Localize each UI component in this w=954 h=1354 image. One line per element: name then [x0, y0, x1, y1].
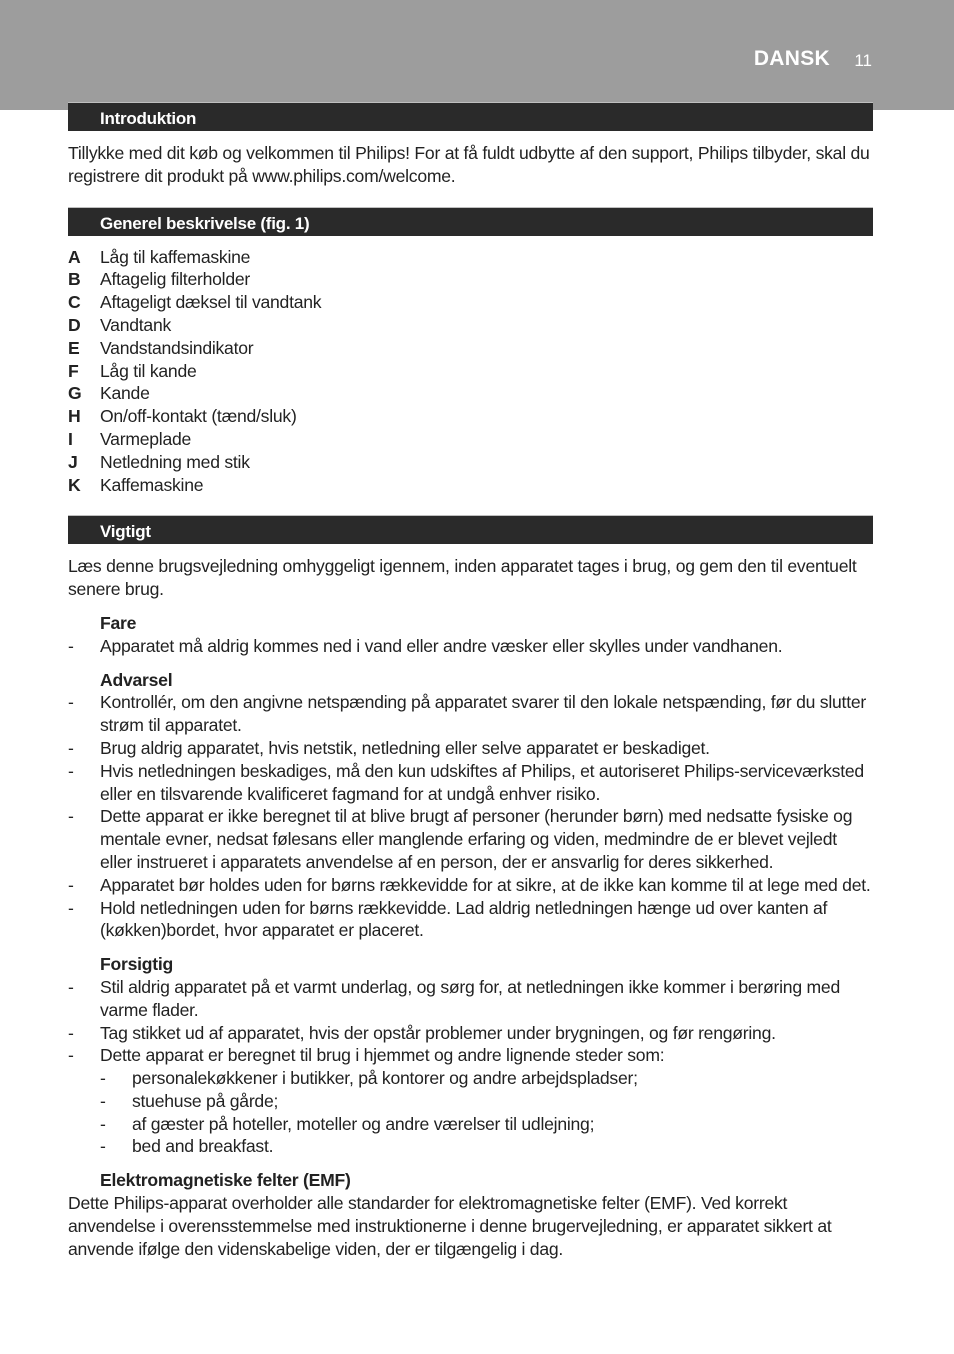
manual-content	[68, 102, 873, 1260]
dash-bullet: -	[68, 976, 74, 997]
part-letter: G	[68, 383, 82, 404]
caution-sublist-item	[68, 1090, 873, 1113]
part-text: Låg til kande	[100, 360, 197, 381]
caution-list-item	[68, 1022, 873, 1045]
part-text: Aftagelig filterholder	[100, 269, 251, 290]
parts-list-item	[68, 451, 873, 474]
warning-list-item	[68, 737, 873, 760]
part-letter: K	[68, 474, 81, 495]
caution-list-item	[68, 1044, 873, 1067]
parts-list-item	[68, 268, 873, 291]
bullet-text: Dette apparat er ikke beregnet til at blive brugt af personer (herunder børn) med nedsatte fysiske og mentale evner, nedsat følesans eller manglende erfaring og viden, medmindre de er blevet vejledt eller instrueret i apparatets anvendelse af en person, der er ansvarlig for deres sikkerhed.	[100, 806, 853, 872]
page-header-band	[0, 0, 954, 110]
dash-bullet: -	[68, 874, 74, 895]
bullet-text: stuehuse på gårde;	[132, 1090, 279, 1111]
dash-bullet: -	[100, 1136, 106, 1157]
parts-list-item	[68, 291, 873, 314]
parts-list-item	[68, 337, 873, 360]
intro-paragraph: Tillykke med dit køb og velkommen til Philips! For at få fuldt udbytte af den support, Philips tilbyder, skal du registrere dit produkt på www.philips.com/welcome.	[68, 143, 870, 186]
bullet-text: Stil aldrig apparatet på et varmt underlag, og sørg for, at netledningen ikke kommer i berøring med varme flader.	[100, 976, 840, 1020]
part-letter: E	[68, 337, 80, 358]
parts-list-item	[68, 360, 873, 383]
emf-paragraph: Dette Philips-apparat overholder alle standarder for elektromagnetiske felter (EMF). Ved korrekt anvendelse i overensstemmelse med instruktionerne i denne brugervejledning, er apparatet sikkert at anvende ifølge den videnskabelige viden, der er tilgængelig i dag.	[68, 1193, 832, 1259]
part-text: On/off-kontakt (tænd/sluk)	[100, 406, 297, 427]
part-text: Varmeplade	[100, 428, 192, 449]
dash-bullet: -	[68, 806, 74, 827]
bullet-text: Apparatet må aldrig kommes ned i vand eller andre væsker eller skylles under vandhanen.	[100, 635, 783, 656]
parts-list-item	[68, 382, 873, 405]
part-letter: I	[68, 428, 73, 449]
part-letter: A	[68, 246, 81, 267]
bullet-text: personalekøkkener i butikker, på kontorer og andre arbejdspladser;	[132, 1068, 638, 1089]
danger-list-item	[68, 635, 873, 658]
dash-bullet: -	[100, 1113, 106, 1134]
parts-list-item	[68, 405, 873, 428]
caution-sublist-item	[68, 1113, 873, 1136]
part-letter: B	[68, 269, 81, 290]
dash-bullet: -	[68, 635, 74, 656]
bullet-text: Brug aldrig apparatet, hvis netstik, netledning eller selve apparatet er beskadiget.	[100, 737, 710, 758]
parts-list-item	[68, 428, 873, 451]
section-heading-general-description: Generel beskrivelse (fig. 1)	[68, 207, 873, 236]
part-text: Kaffemaskine	[100, 474, 204, 495]
part-text: Netledning med stik	[100, 451, 250, 472]
warning-list-item	[68, 760, 873, 806]
bullet-text: Apparatet bør holdes uden for børns rækkevidde for at sikre, at de ikke kan komme til at lege med det.	[100, 874, 871, 895]
important-intro-paragraph: Læs denne brugsvejledning omhyggeligt igennem, inden apparatet tages i brug, og gem den til eventuelt senere brug.	[68, 556, 857, 600]
subheading-caution: Forsigtig	[100, 954, 174, 975]
part-text: Låg til kaffemaskine	[100, 246, 251, 267]
dash-bullet: -	[68, 1045, 74, 1066]
dash-bullet: -	[68, 760, 74, 781]
dash-bullet: -	[68, 1022, 74, 1043]
part-letter: F	[68, 360, 79, 381]
part-text: Aftageligt dæksel til vandtank	[100, 292, 322, 313]
page-number: 11	[854, 51, 872, 70]
dash-bullet: -	[68, 897, 74, 918]
bullet-text: Hvis netledningen beskadiges, må den kun udskiftes af Philips, et autoriseret Philips-serviceværksted eller en tilsvarende kvalificeret fagmand for at undgå enhver risiko.	[100, 760, 864, 804]
part-letter: D	[68, 314, 81, 335]
part-letter: J	[68, 451, 78, 472]
dash-bullet: -	[100, 1068, 106, 1089]
bullet-text: af gæster på hoteller, moteller og andre værelser til udlejning;	[132, 1113, 595, 1134]
part-letter: C	[68, 292, 81, 313]
warning-list-item	[68, 897, 873, 943]
part-text: Kande	[100, 383, 150, 404]
section-heading-introduction: Introduktion	[68, 102, 873, 131]
dash-bullet: -	[100, 1090, 106, 1111]
caution-list-item	[68, 976, 873, 1022]
bullet-text: Tag stikket ud af apparatet, hvis der opstår problemer under brygningen, og før rengøring.	[100, 1022, 776, 1043]
section-heading-important: Vigtigt	[68, 515, 873, 544]
part-text: Vandstandsindikator	[100, 337, 254, 358]
subheading-emf: Elektromagnetiske felter (EMF)	[100, 1170, 351, 1191]
caution-sublist-item	[68, 1135, 873, 1158]
bullet-text: Kontrollér, om den angivne netspænding på apparatet svarer til den lokale netspænding, før du slutter strøm til apparatet.	[100, 692, 866, 736]
subheading-warning: Advarsel	[100, 669, 173, 690]
dash-bullet: -	[68, 692, 74, 713]
caution-sublist-item	[68, 1067, 873, 1090]
bullet-text: Dette apparat er beregnet til brug i hjemmet og andre lignende steder som:	[100, 1045, 665, 1066]
parts-list-item	[68, 246, 873, 269]
part-letter: H	[68, 406, 81, 427]
warning-list-item	[68, 805, 873, 873]
subheading-danger: Fare	[100, 612, 137, 633]
language-label: DANSK	[753, 47, 830, 70]
warning-list-item	[68, 691, 873, 737]
bullet-text: bed and breakfast.	[132, 1136, 274, 1157]
dash-bullet: -	[68, 737, 74, 758]
parts-list-item	[68, 474, 873, 497]
bullet-text: Hold netledningen uden for børns rækkevidde. Lad aldrig netledningen hænge ud over kanten af (køkken)bordet, hvor apparatet er placeret.	[100, 897, 828, 941]
parts-list	[68, 246, 873, 497]
warning-list-item	[68, 874, 873, 897]
part-text: Vandtank	[100, 314, 172, 335]
parts-list-item	[68, 314, 873, 337]
